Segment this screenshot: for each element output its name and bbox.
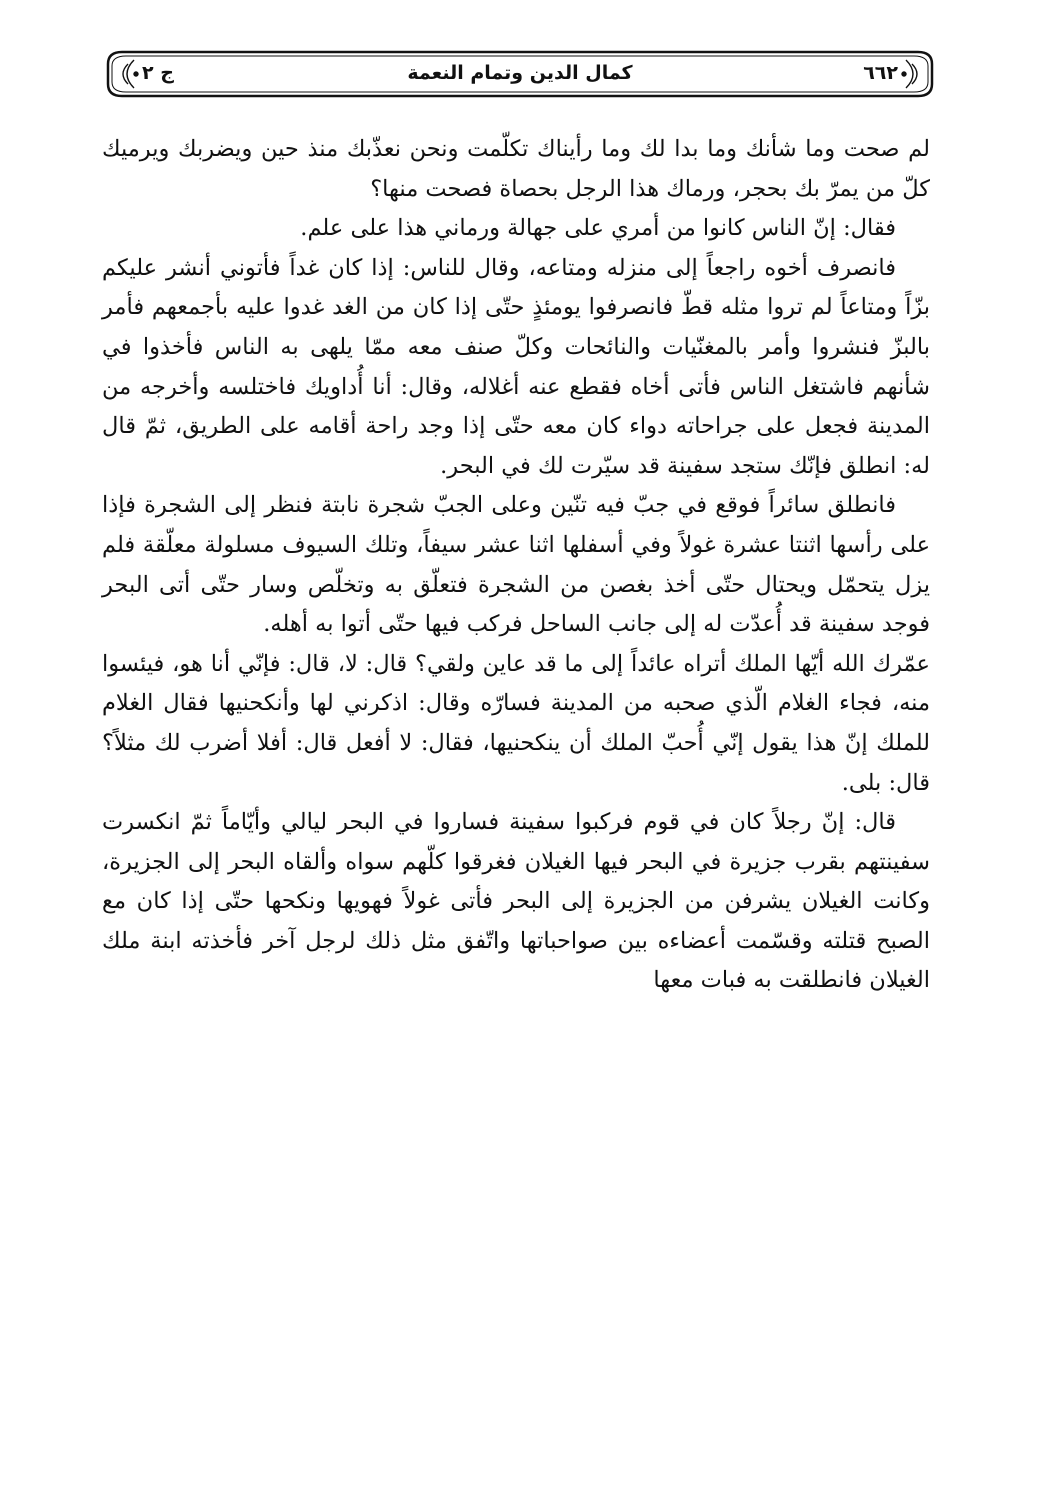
- paragraph-2: فقال: إنّ الناس كانوا من أمري على جهالة ورماني هذا على علم.: [300, 215, 896, 242]
- page-header: [102, 48, 938, 100]
- paragraph-6: قال: إنّ رجلاً كان في قوم فركبوا سفينة فساروا في البحر ليالي وأيّاماً ثمّ انكسرت سفينتهم بقرب جزيرة في البحر فيها الغيلان فغرقوا كلّهم سواه وألقاه البحر إلى الجزيرة، وكانت الغيلان يشرفن من الجزيرة إلى البحر فأتى غولاً فهويها ونكحها حتّى إذا كان مع الصبح قتلته وقسّمت أعضاءه بين صواحباتها واتّفق مثل ذلك لرجل آخر فأخذته ابنة ملك الغيلان فانطلقت به فبات معها: [102, 809, 930, 994]
- paragraph-5: عمّرك الله أيّها الملك أتراه عائداً إلى ما قد عاين ولقي؟ قال: لا، قال: فإنّي أنا هو، فيئسوا منه، فجاء الغلام الّذي صحبه من المدينة فسارّه وقال: اذكرني لها وأنكحنيها فقال الغلام للملك إنّ هذا يقول إنّي أُحبّ الملك أن ينكحنيها، فقال: لا أفعل قال: أفلا أضرب لك مثلاً؟ قال: بلى.: [102, 650, 930, 796]
- page-number: ٦٦٢: [863, 62, 898, 84]
- paragraph-1: لم صحت وما شأنك وما بدا لك وما رأيناك تكلّمت ونحن نعذّبك منذ حين ويضربك ويرميك كلّ من يمرّ بك بحجر، ورماك هذا الرجل بحصاة فصحت منها؟: [102, 136, 930, 202]
- book-title: كمال الدين وتمام النعمة: [407, 62, 633, 84]
- paragraph-3: فانصرف أخوه راجعاً إلى منزله ومتاعه، وقال للناس: إذا كان غداً فأتوني أنشر عليكم بزّاً ومتاعاً لم تروا مثله قطّ فانصرفوا يومئذٍ حتّى إذا كان من الغد غدوا عليه بأجمعهم فأمر بالبزّ فنشروا وأمر بالمغنّيات والنائحات وكلّ صنف معه ممّا يلهى به الناس فأخذوا في شأنهم فاشتغل الناس فأتى أخاه فقطع عنه أغلاله، وقال: أنا أُداويك فاختلسه وأخرجه من المدينة فجعل على جراحاته دواء كان معه حتّى إذا وجد راحة أقامه على الطريق، ثمّ قال له: انطلق فإنّك ستجد سفينة قد سيّرت لك في البحر.: [102, 254, 930, 479]
- paragraph-4: فانطلق سائراً فوقع في جبّ فيه تنّين وعلى الجبّ شجرة نابتة فنظر إلى الشجرة فإذا على رأسها اثنتا عشرة غولاً وفي أسفلها اثنا عشر سيفاً، وتلك السيوف مسلولة معلّقة فلم يزل يتحمّل ويحتال حتّى أخذ بغصن من الشجرة فتعلّق به وتخلّص وسار حتّى أتى البحر فوجد سفينة قد أُعدّت له إلى جانب الساحل فركب فيها حتّى أتوا به أهله.: [102, 492, 930, 638]
- volume-label: ج ٢: [142, 62, 174, 84]
- body-text: [102, 130, 930, 1001]
